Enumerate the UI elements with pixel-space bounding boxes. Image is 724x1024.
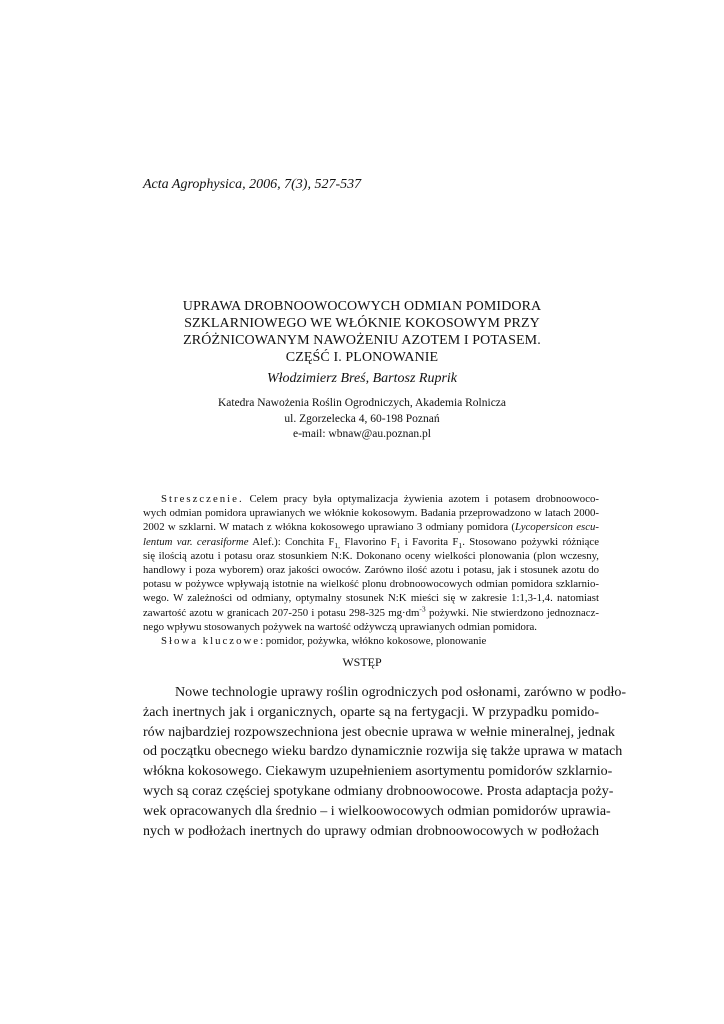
abstract-text: Alef.): Conchita F — [248, 535, 335, 548]
affiliation-line: ul. Zgorzelecka 4, 60-198 Poznań — [284, 412, 440, 425]
abstract-line — [143, 606, 599, 620]
body-line: od początku obecnego wieku bardzo dynamicznie rozwija się także uprawa w matach — [143, 744, 623, 760]
email: e-mail: wbnaw@au.poznan.pl — [292, 428, 431, 440]
affiliation — [150, 396, 574, 443]
abstract-text: i Favorita F — [400, 535, 459, 548]
abstract-line: wych odmian pomidora uprawianych we włóknie kokosowym. Badania przeprowadzono w latach 2000- — [143, 507, 599, 520]
abstract-line — [143, 492, 599, 506]
title-line: CZĘŚĆ I. PLONOWANIE — [285, 350, 439, 365]
abstract-text: 2002 w szklarni. W matach z włókna kokosowego uprawiano 3 odmiany pomidora ( — [143, 521, 516, 534]
abstract-text: pożywki. Nie stwierdzono jednoznacz- — [425, 606, 599, 619]
title-line: UPRAWA DROBNOOWOCOWYCH ODMIAN POMIDORA — [182, 299, 542, 314]
abstract-text: Celem pracy była optymalizacja żywienia azotem i potasem drobnoowoco- — [249, 493, 599, 505]
abstract-line: handlowy i poza wyborem) oraz jakości owoców. Zarówno ilość azotu i potasu, jak i stosunek azotu do — [143, 564, 599, 577]
subscript: 1, — [334, 540, 341, 550]
body-line: włókna kokosowego. Ciekawym uzupełnieniem asortymentu pomidorów szklarnio- — [143, 764, 613, 780]
subscript: 1 — [458, 540, 463, 550]
abstract-line — [143, 520, 599, 534]
abstract-line: wego. W zależności od odmiany, optymalny stosunek N:K mieści się w zakresie 1:1,3-1,4. natomiast — [143, 592, 599, 605]
body-line: nych w podłożach inertnych do uprawy odmian drobnoowocowych w podłożach — [143, 823, 599, 839]
title-line: SZKLARNIOWEGO WE WŁÓKNIE KOKOSOWYM PRZY — [184, 316, 540, 331]
journal-citation: Acta Agrophysica, 2006, 7(3), 527-537 — [143, 177, 362, 192]
keywords: : pomidor, pożywka, włókno kokosowe, plonowanie — [260, 635, 487, 648]
keywords-line — [143, 634, 599, 648]
abstract — [143, 492, 599, 648]
body-line: wych są coraz częściej spotykane odmiany drobnoowocowe. Prosta adaptacja poży- — [143, 783, 614, 799]
abstract-text: zawartość azotu w granicach 207-250 i potasu 298-325 mg·dm — [143, 606, 420, 619]
keywords-heading: Słowa kluczowe — [161, 635, 261, 648]
latin-name: Lycopersicon escu- — [515, 521, 599, 534]
body-line: wek opracowanych dla średnio – i wielkoowocowych odmian pomidorów uprawia- — [143, 803, 611, 819]
superscript: -3 — [419, 604, 426, 614]
title-line: ZRÓŻNICOWANYM NAWOŻENIU AZOTEM I POTASEM. — [183, 333, 541, 348]
subscript: 1 — [396, 540, 401, 550]
authors: Włodzimierz Breś, Bartosz Ruprik — [266, 371, 458, 386]
body-line: żach inertnych jak i organicznych, oparte są na fertygacji. W przypadku pomido- — [143, 704, 599, 720]
abstract-text: . Stosowano pożywki różniące — [462, 535, 600, 548]
abstract-line: się ilością azotu i potasu oraz stosunkiem N:K. Dokonano oceny wielkości plonowania (plon wczesny, — [143, 549, 599, 562]
body-line: rów najbardziej rozpowszechniona jest obecnie uprawa w wełnie mineralnej, jednak — [143, 724, 615, 740]
abstract-line: nego wpływu stosowanych pożywek na wartość odżywczą uprawianych odmian pomidora. — [143, 620, 537, 633]
abstract-text: Flavorino F — [340, 535, 397, 548]
abstract-line — [143, 535, 599, 549]
body-text — [143, 683, 627, 841]
affiliation-line: Katedra Nawożenia Roślin Ogrodniczych, Akademia Rolnicza — [217, 397, 507, 409]
paper-title — [150, 298, 574, 366]
latin-name: lentum var. cerasiforme — [143, 535, 249, 548]
abstract-heading: Streszczenie. — [161, 493, 244, 505]
abstract-line: potasu w pożywce wpływają istotnie na wielkość plonu drobnoowocowych odmian pomidora szklarnio- — [143, 578, 599, 591]
body-line: Nowe technologie uprawy roślin ogrodniczych pod osłonami, zarówno w podło- — [175, 685, 627, 700]
section-heading: WSTĘP — [342, 655, 382, 669]
